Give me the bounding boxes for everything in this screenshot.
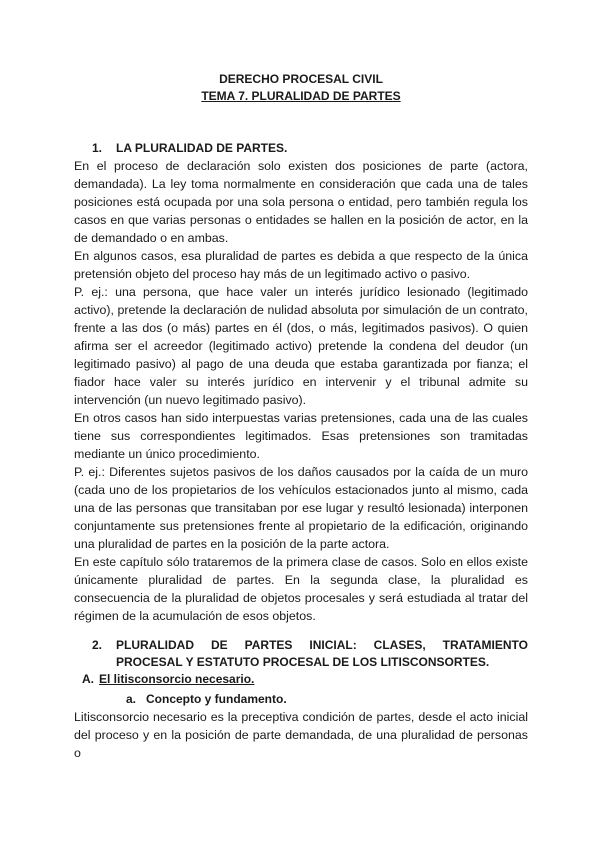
subsection-a-a-title: Concepto y fundamento.: [146, 692, 287, 706]
paragraph-5: P. ej.: Diferentes sujetos pasivos de los daños causados por la caída de un muro (cada uno de los propietarios de los vehículos estacionados junto al mismo, cada una de las personas que transitaban por ese lugar y resultó lesionada) interponen conjuntamente sus pretensiones frente al propietario de la edificación, originando una pluralidad de partes en la posición de la parte actora.: [74, 465, 528, 551]
paragraph-3: P. ej.: una persona, que hace valer un interés jurídico lesionado (legitimado activo), pretende la declaración de nulidad absoluta por simulación de un contrato, frente a las dos (o más) partes en él (dos, o más, legitimados pasivos). O quien afirma ser el acreedor (legitimado activo) pretende la condena del deudor (un legitimado pasivo) al pago de una deuda que estaba garantizada por fianza; el fiador hace valer su interés jurídico en intervenir y el tribunal admite su intervención (un nuevo legitimado pasivo).: [74, 285, 528, 407]
paragraph-6: En este capítulo sólo trataremos de la primera clase de casos. Solo en ellos existe únicamente pluralidad de partes. En la segunda clase, la pluralidad es consecuencia de la pluralidad de objetos procesales y será estudiada al tratar del régimen de la acumulación de esos objetos.: [74, 555, 528, 623]
section-2-heading: [92, 637, 528, 671]
subsection-a-letter: A.: [82, 672, 94, 686]
section-1-heading: [92, 140, 528, 157]
subsection-a-a-heading: [126, 691, 528, 708]
document-title: DERECHO PROCESAL CIVIL: [219, 72, 383, 86]
paragraph-final: Litisconsorcio necesario es la preceptiva condición de partes, desde el acto inicial del proceso y en la posición de parte demandada, de una pluralidad de personas o: [74, 710, 528, 760]
section-2-title: PLURALIDAD DE PARTES INICIAL: CLASES, TRATAMIENTO PROCESAL Y ESTATUTO PROCESAL DE LOS LITISCONSORTES.: [116, 638, 528, 669]
paragraph-2: En algunos casos, esa pluralidad de partes es debida a que respecto de la única pretensión objeto del proceso hay más de un legitimado activo o pasivo.: [74, 249, 528, 281]
subsection-a-heading: [82, 671, 528, 688]
section-1-number: 1.: [92, 141, 103, 155]
subsection-a-title: El litisconsorcio necesario.: [99, 672, 255, 686]
section-1-title: LA PLURALIDAD DE PARTES.: [116, 141, 288, 155]
subsection-a-a-letter: a.: [126, 692, 137, 706]
section-2-number: 2.: [92, 638, 103, 652]
paragraph-4: En otros casos han sido interpuestas varias pretensiones, cada una de las cuales tiene sus correspondientes legitimados. Esas pretensiones son tramitadas mediante un único procedimiento.: [74, 411, 528, 461]
document-content: [74, 71, 528, 762]
paragraph-1: En el proceso de declaración solo existen dos posiciones de parte (actora, demandada). La ley toma normalmente en consideración que cada una de tales posiciones está ocupada por una sola persona o entidad, pero también regula los casos en que varias personas o entidades se hallen en la posición de actor, en la de demandado o en ambas.: [74, 159, 528, 245]
document-subtitle: TEMA 7. PLURALIDAD DE PARTES: [201, 89, 401, 103]
